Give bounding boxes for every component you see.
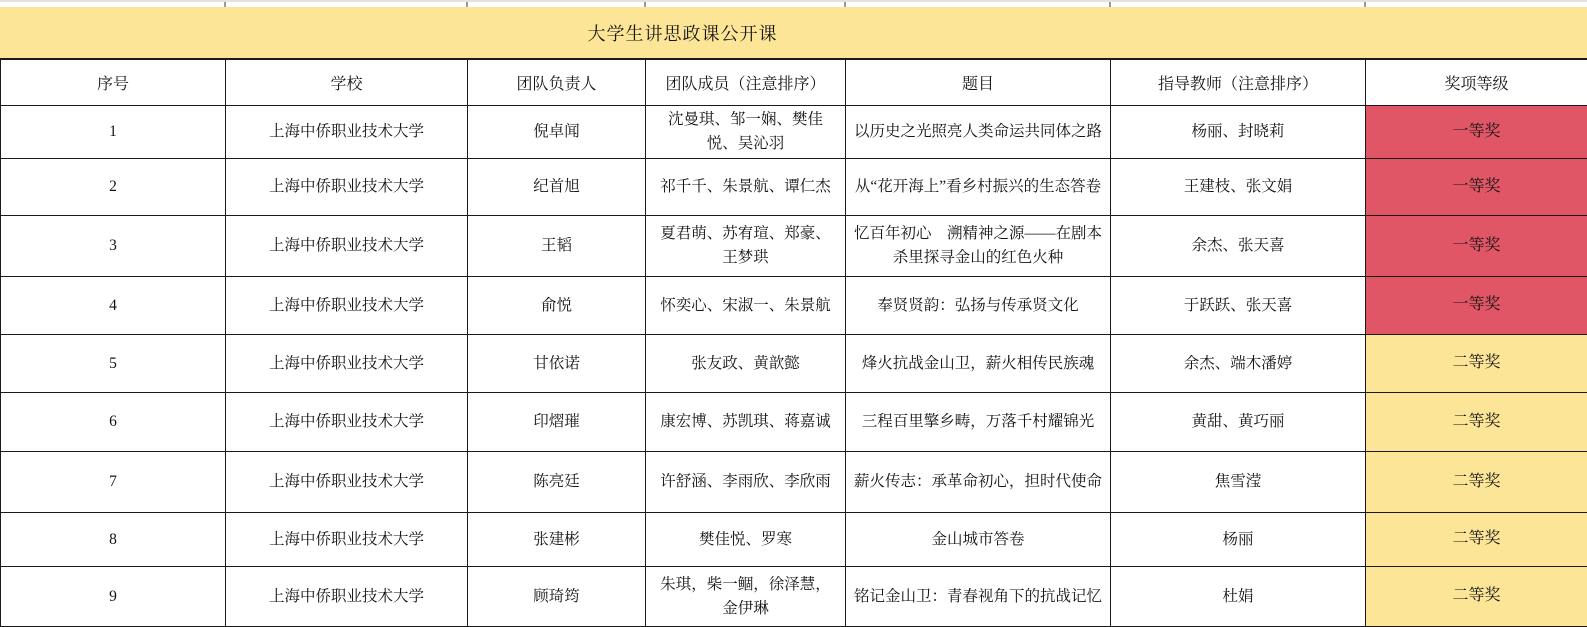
- column-header-topic[interactable]: 题目: [846, 60, 1111, 106]
- cell-school[interactable]: 上海中侨职业技术大学: [226, 567, 468, 627]
- column-header-school[interactable]: 学校: [226, 60, 468, 106]
- cell-no[interactable]: 7: [1, 452, 226, 513]
- header-row: [1, 60, 1587, 106]
- cell-advisors[interactable]: 余杰、张天喜: [1111, 216, 1366, 277]
- cell-no[interactable]: 4: [1, 277, 226, 335]
- cell-members[interactable]: 许舒涵、李雨欣、李欣雨: [646, 452, 846, 513]
- cell-topic[interactable]: 薪火传志：承革命初心，担时代使命: [846, 452, 1111, 513]
- table-row: [1, 567, 1587, 627]
- cell-advisors[interactable]: 杨丽、封晓莉: [1111, 106, 1366, 159]
- cell-school[interactable]: 上海中侨职业技术大学: [226, 106, 468, 159]
- cell-advisors[interactable]: 焦雪滢: [1111, 452, 1366, 513]
- cell-school[interactable]: 上海中侨职业技术大学: [226, 277, 468, 335]
- cell-no[interactable]: 2: [1, 159, 226, 216]
- cell-leader[interactable]: 甘依诺: [468, 335, 646, 393]
- cell-no[interactable]: 8: [1, 513, 226, 567]
- cell-award[interactable]: 一等奖: [1366, 277, 1587, 335]
- cell-award[interactable]: 一等奖: [1366, 216, 1587, 277]
- cell-leader[interactable]: 王韬: [468, 216, 646, 277]
- cell-award[interactable]: 一等奖: [1366, 106, 1587, 159]
- cell-award[interactable]: 二等奖: [1366, 452, 1587, 513]
- cell-advisors[interactable]: 杨丽: [1111, 513, 1366, 567]
- cell-members[interactable]: 张友政、黄歆懿: [646, 335, 846, 393]
- cell-no[interactable]: 9: [1, 567, 226, 627]
- cell-school[interactable]: 上海中侨职业技术大学: [226, 393, 468, 452]
- cell-no[interactable]: 3: [1, 216, 226, 277]
- cell-advisors[interactable]: 王建枝、张文娟: [1111, 159, 1366, 216]
- column-header-award[interactable]: 奖项等级: [1366, 60, 1587, 106]
- cell-topic[interactable]: 金山城市答卷: [846, 513, 1111, 567]
- cell-topic[interactable]: 以历史之光照亮人类命运共同体之路: [846, 106, 1111, 159]
- cell-topic[interactable]: 忆百年初心 溯精神之源——在剧本杀里探寻金山的红色火种: [846, 216, 1111, 277]
- table-row: [1, 513, 1587, 567]
- cell-award[interactable]: 二等奖: [1366, 513, 1587, 567]
- cell-members[interactable]: 朱琪，柴一鲴，徐泽慧，金伊琳: [646, 567, 846, 627]
- cell-school[interactable]: 上海中侨职业技术大学: [226, 335, 468, 393]
- cell-no[interactable]: 5: [1, 335, 226, 393]
- cell-topic[interactable]: 从“花开海上”看乡村振兴的生态答卷: [846, 159, 1111, 216]
- column-header-leader[interactable]: 团队负责人: [468, 60, 646, 106]
- cell-leader[interactable]: 俞悦: [468, 277, 646, 335]
- cell-members[interactable]: 怀奕心、宋淑一、朱景航: [646, 277, 846, 335]
- cell-school[interactable]: 上海中侨职业技术大学: [226, 216, 468, 277]
- table-body: [1, 106, 1587, 627]
- title-banner[interactable]: [0, 7, 1587, 59]
- cell-advisors[interactable]: 杜娟: [1111, 567, 1366, 627]
- cell-topic[interactable]: 烽火抗战金山卫，薪火相传民族魂: [846, 335, 1111, 393]
- cell-advisors[interactable]: 黄甜、黄巧丽: [1111, 393, 1366, 452]
- awards-table: [0, 59, 1587, 627]
- column-header-advisors[interactable]: 指导教师（注意排序）: [1111, 60, 1366, 106]
- cell-award[interactable]: 二等奖: [1366, 567, 1587, 627]
- page-title: 大学生讲思政课公开课: [0, 7, 1365, 58]
- cell-members[interactable]: 沈曼琪、邹一娴、樊佳悦、吴沁羽: [646, 106, 846, 159]
- cell-award[interactable]: 二等奖: [1366, 335, 1587, 393]
- table-row: [1, 159, 1587, 216]
- cell-school[interactable]: 上海中侨职业技术大学: [226, 452, 468, 513]
- cell-members[interactable]: 樊佳悦、罗寒: [646, 513, 846, 567]
- cell-advisors[interactable]: 余杰、端木潘婷: [1111, 335, 1366, 393]
- cell-school[interactable]: 上海中侨职业技术大学: [226, 159, 468, 216]
- cell-leader[interactable]: 陈亮廷: [468, 452, 646, 513]
- table-row: [1, 335, 1587, 393]
- column-header-members[interactable]: 团队成员（注意排序）: [646, 60, 846, 106]
- cell-leader[interactable]: 张建彬: [468, 513, 646, 567]
- table-row: [1, 277, 1587, 335]
- cell-no[interactable]: 1: [1, 106, 226, 159]
- cell-award[interactable]: 二等奖: [1366, 393, 1587, 452]
- cell-leader[interactable]: 倪卓闻: [468, 106, 646, 159]
- cell-award[interactable]: 一等奖: [1366, 159, 1587, 216]
- cell-leader[interactable]: 纪首旭: [468, 159, 646, 216]
- cell-topic[interactable]: 奉贤贤韵：弘扬与传承贤文化: [846, 277, 1111, 335]
- cell-topic[interactable]: 三程百里擎乡畴，万落千村耀锦光: [846, 393, 1111, 452]
- table-row: [1, 106, 1587, 159]
- cell-members[interactable]: 祁千千、朱景航、谭仁杰: [646, 159, 846, 216]
- cell-advisors[interactable]: 于跃跃、张天喜: [1111, 277, 1366, 335]
- table-row: [1, 393, 1587, 452]
- table-row: [1, 216, 1587, 277]
- cell-leader[interactable]: 印熠璀: [468, 393, 646, 452]
- cell-members[interactable]: 夏君萌、苏宥瑄、郑豪、王梦珙: [646, 216, 846, 277]
- cell-no[interactable]: 6: [1, 393, 226, 452]
- cell-members[interactable]: 康宏博、苏凯琪、蒋嘉诚: [646, 393, 846, 452]
- table-row: [1, 452, 1587, 513]
- cell-school[interactable]: 上海中侨职业技术大学: [226, 513, 468, 567]
- cell-topic[interactable]: 铭记金山卫：青春视角下的抗战记忆: [846, 567, 1111, 627]
- cutoff-row-strip: [0, 0, 1587, 7]
- cell-leader[interactable]: 顾琦筠: [468, 567, 646, 627]
- column-header-no[interactable]: 序号: [1, 60, 226, 106]
